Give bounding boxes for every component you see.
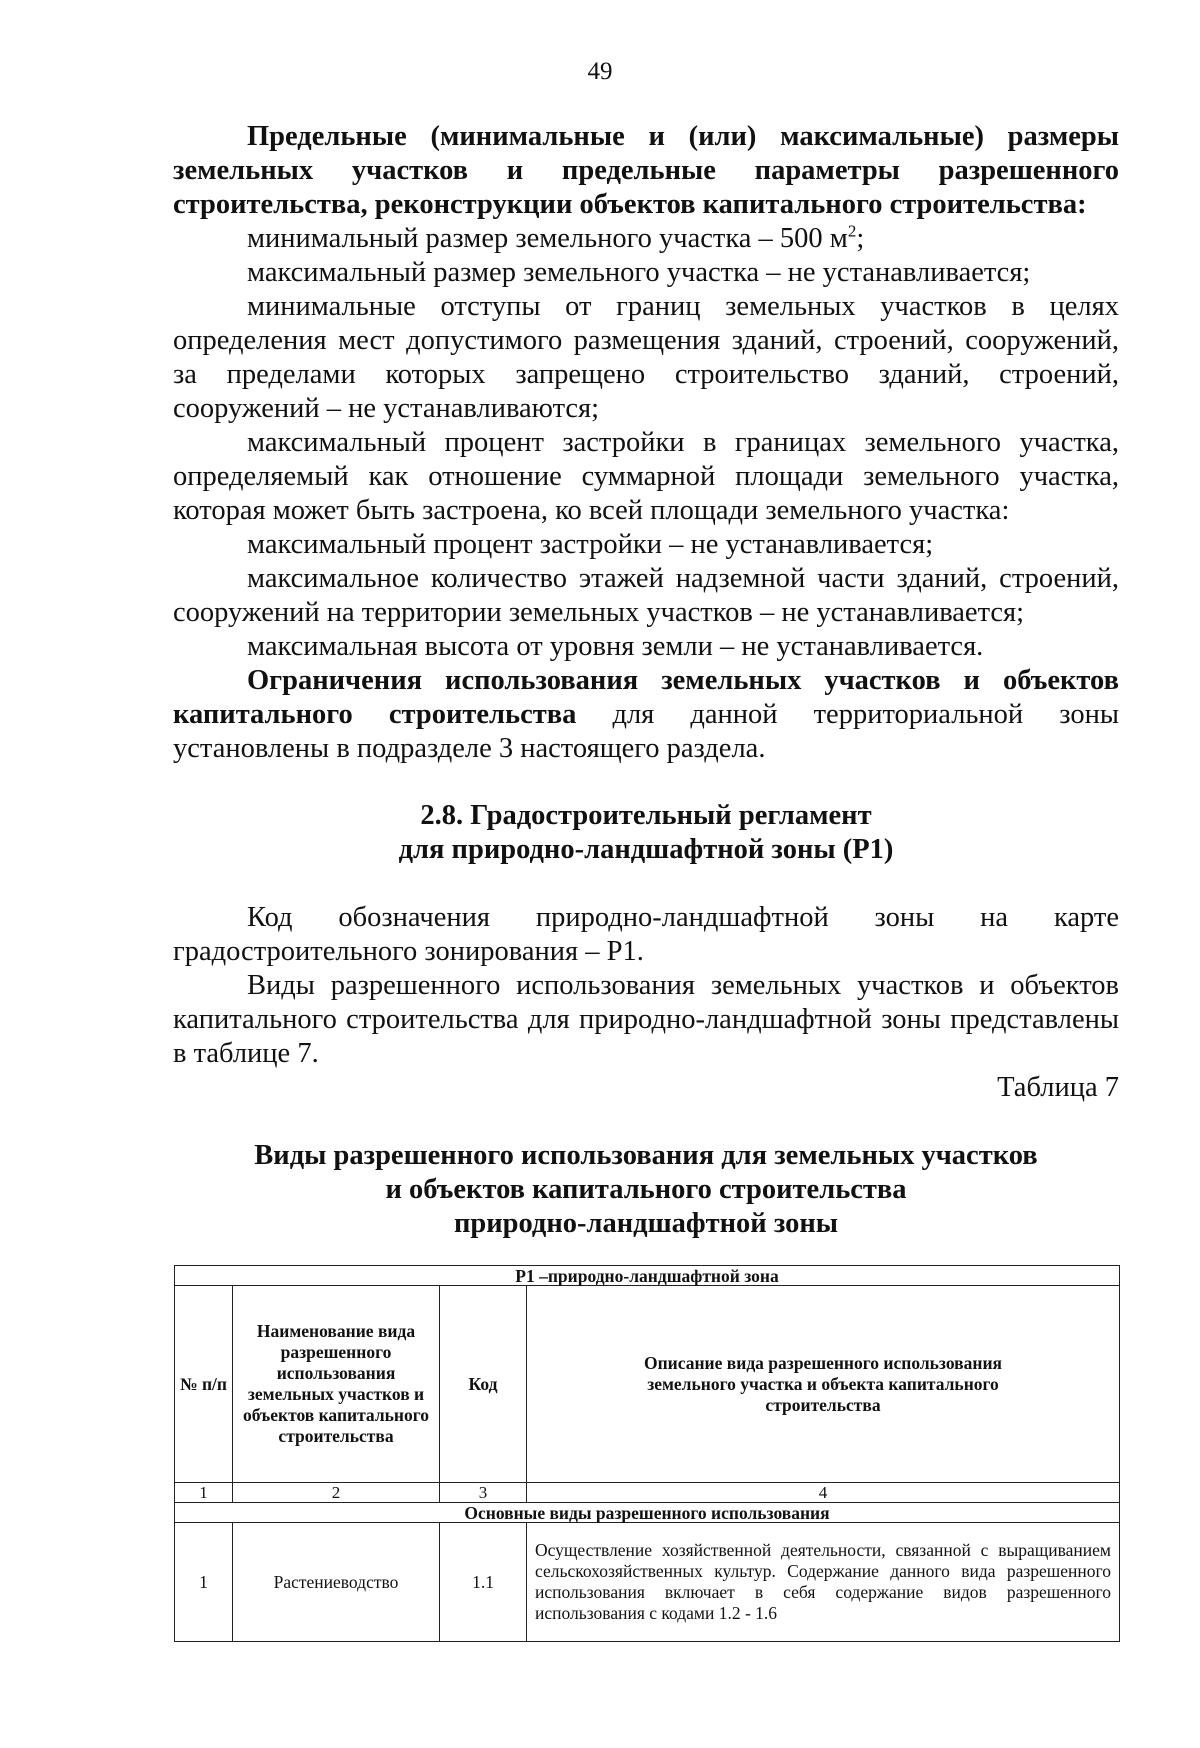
restrictions-bold-text: Ограничения использования земельных участков и объектов капитального строительства [173, 665, 1119, 730]
row-number: 1 [175, 1523, 233, 1642]
column-number-row [175, 1483, 1120, 1503]
zone-header-row [175, 1266, 1120, 1286]
restrictions-text: для данной территориальной зоны установлены в подразделе 3 настоящего раздела. [173, 699, 1119, 764]
col-header-code: Код [440, 1286, 527, 1483]
types-paragraph: Виды разрешенного использования земельных участков и объектов капитального строительства для природно-ландшафтной зоны представлены в таблице 7. [173, 970, 1119, 1069]
row-description: Осуществление хозяйственной деятельности, связанной с выращиванием сельскохозяйственных культур. Содержание данного вида разрешенного использования включает в себя содержание видов разрешенного использования с кодами 1.2 - 1.6 [527, 1523, 1120, 1642]
permitted-uses-table [174, 1265, 1120, 1642]
col-number-2: 2 [233, 1483, 440, 1503]
section-title-line-2: для природно-ландшафтной зоны (Р1) [398, 834, 894, 865]
table-row [175, 1523, 1120, 1642]
table-label: Таблица 7 [997, 1072, 1119, 1103]
row-name: Растениеводство [233, 1523, 440, 1642]
col-header-number: № п/п [175, 1286, 233, 1483]
col-number-1: 1 [175, 1483, 233, 1503]
min-size-suffix: ; [856, 223, 865, 254]
table-title-line-1: Виды разрешенного использования для земельных участков [254, 1140, 1038, 1171]
column-header-row [175, 1286, 1120, 1483]
coverage-paragraph: максимальный процент застройки – не устанавливается; [247, 529, 934, 560]
page-number: 49 [587, 58, 613, 85]
min-size-superscript: 2 [847, 221, 857, 241]
height-paragraph: максимальная высота от уровня земли – не устанавливается. [247, 631, 984, 662]
col-header-name: Наименование вида разрешенного использования земельных участков и объектов капитального строительства [233, 1286, 440, 1483]
setbacks-paragraph: минимальные отступы от границ земельных участков в целях определения мест допустимого размещения зданий, строений, сооружений, за пределами которых запрещено строительство зданий, строений, сооружений – не устанавливаются; [173, 291, 1119, 424]
max-size-paragraph: максимальный размер земельного участка – не устанавливается; [247, 257, 1031, 288]
zone-header-cell: Р1 –природно-ландшафтной зона [175, 1266, 1120, 1286]
section-title [173, 799, 1119, 867]
min-size-paragraph [173, 222, 1119, 256]
col-number-3: 3 [440, 1483, 527, 1503]
document-body [173, 120, 1119, 1241]
code-paragraph: Код обозначения природно-ландшафтной зоны на карте градостроительного зонирования – Р1. [173, 902, 1119, 967]
coverage-definition-paragraph: максимальный процент застройки в границах земельного участка, определяемый как отношение суммарной площади земельного участка, которая может быть застроена, ко всей площади земельного участка: [173, 427, 1119, 526]
section-title-line-1: 2.8. Градостроительный регламент [420, 800, 872, 831]
row-code: 1.1 [440, 1523, 527, 1642]
table-title-line-3: природно-ландшафтной зоны [453, 1208, 839, 1239]
group-header-cell: Основные виды разрешенного использования [175, 1503, 1120, 1523]
col-header-description: Описание вида разрешенного использования земельного участка и объекта капитального строительства [527, 1286, 1120, 1483]
limits-heading: Предельные (минимальные и (или) максимальные) размеры земельных участков и предельные параметры разрешенного строительства, реконструкции объектов капитального строительства: [173, 121, 1119, 220]
group-header-row [175, 1503, 1120, 1523]
restrictions-paragraph [173, 664, 1119, 766]
min-size-text: минимальный размер земельного участка – 500 м [247, 223, 848, 254]
table-title [173, 1139, 1119, 1241]
floors-paragraph: максимальное количество этажей надземной части зданий, строений, сооружений на территории земельных участков – не устанавливается; [173, 563, 1119, 628]
col-number-4: 4 [527, 1483, 1120, 1503]
table-title-line-2: и объектов капитального строительства [385, 1174, 907, 1205]
